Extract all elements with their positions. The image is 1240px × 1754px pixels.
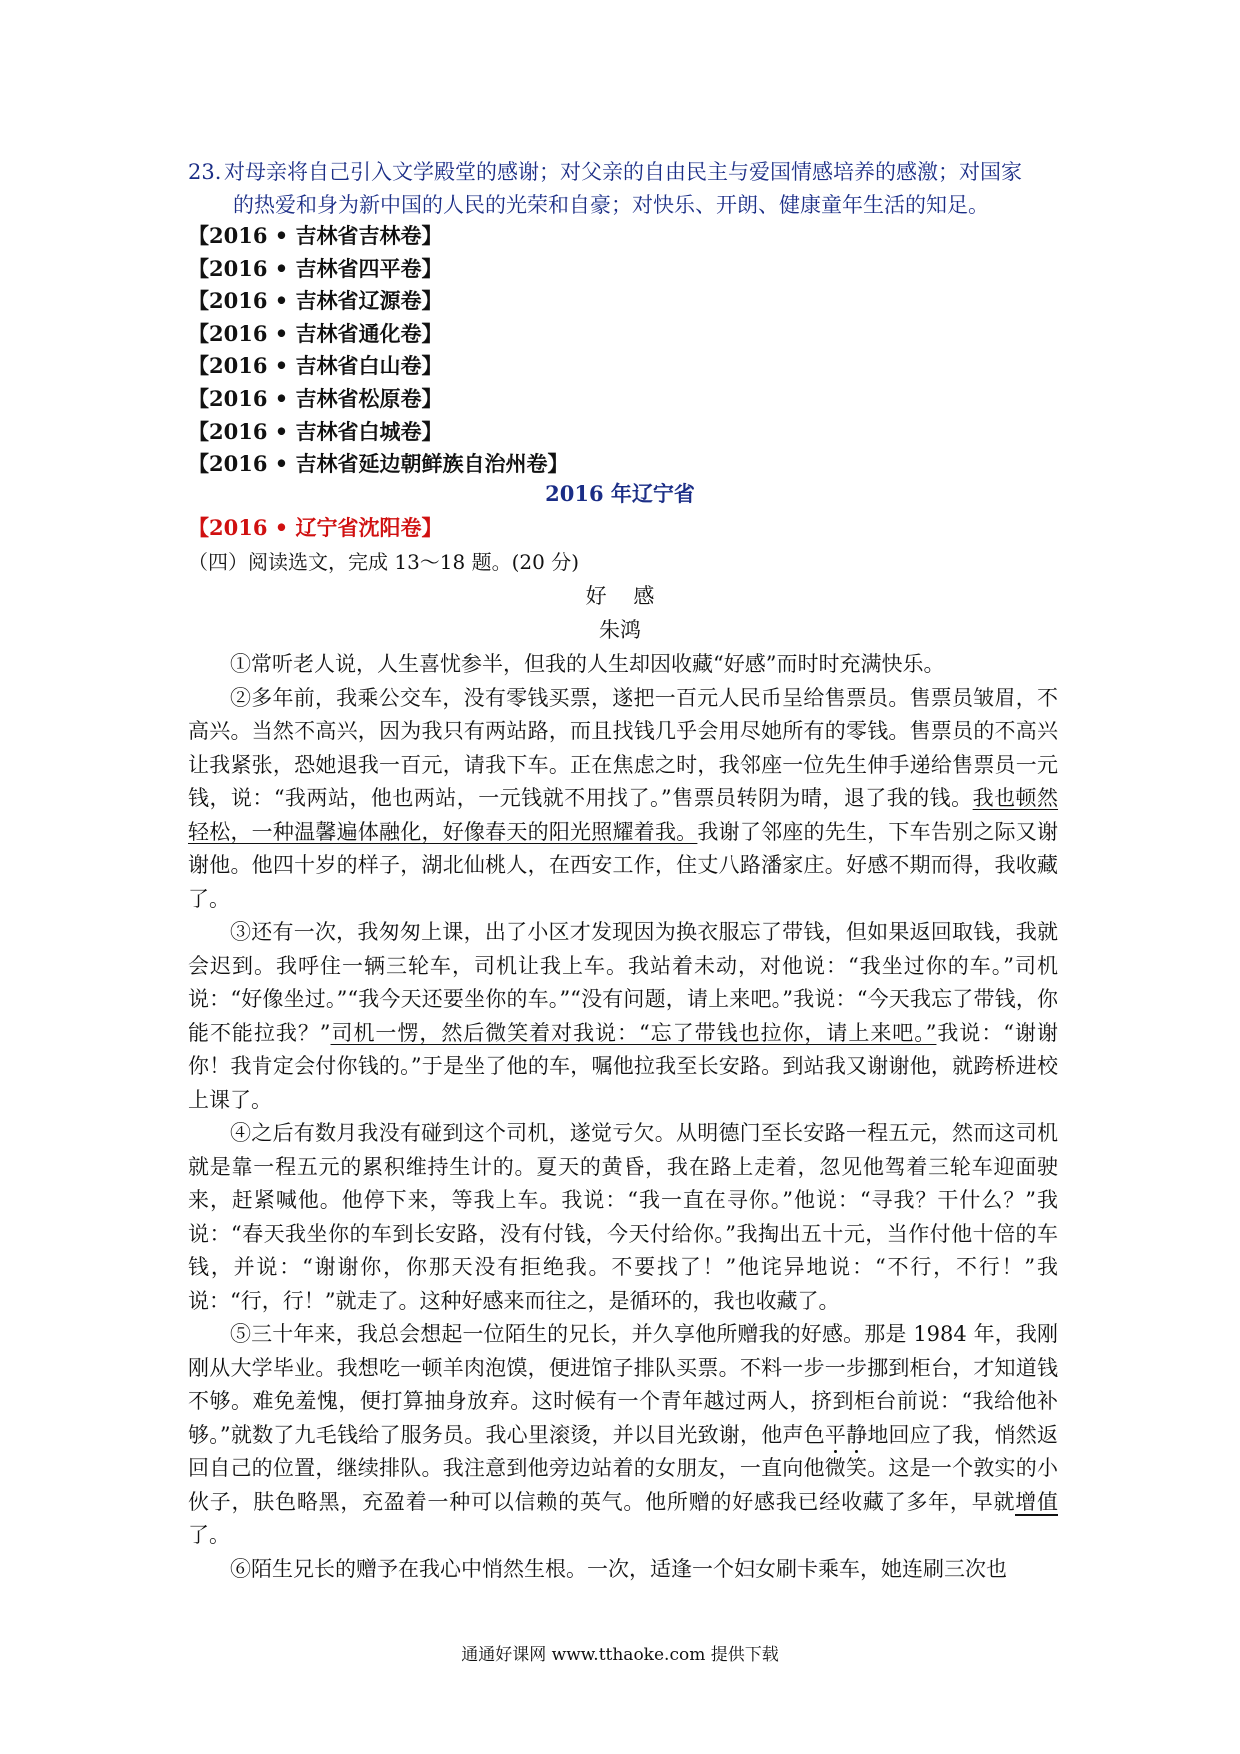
paragraph-5: ⑤三十年来，我总会想起一位陌生的兄长，并久享他所赠我的好感。那是 1984 年，我刚刚从大学毕业。我想吃一顿羊肉泡馍，便进馆子排队买票。不料一步一步挪到柜台，才知道钱不够。难免羞愧，便打算抽身放弃。这时候有一个青年越过两人，挤到柜台前说：“我给他补够。”就数了九毛钱给了服务员。我心里滚烫，并以目光致谢，他声色平静地回应了我，悄然返回自己的位置，继续排队。我注意到他旁边站着的女朋友，一直向他微笑。这是一个敦实的小伙子，肤色略黑，充盈着一种可以信赖的英气。他所赠的好感我已经收藏了多年，早就增值了。 bbox=[188, 1322, 1059, 1547]
answer-line-1: 对母亲将自己引入文学殿堂的感谢；对父亲的自由民主与爱国情感培养的感激；对国家 bbox=[224, 160, 1022, 184]
underlined-word: 增值 bbox=[1015, 1489, 1059, 1514]
heading-list bbox=[188, 220, 1068, 481]
answer-number: 23. bbox=[188, 160, 222, 184]
emphasis-dot-char: 平 bbox=[824, 1422, 847, 1447]
paragraph-6: ⑥陌生兄长的赠予在我心中悄然生根。一次，适逢一个妇女刷卡乘车，她连刷三次也 bbox=[230, 1556, 1007, 1581]
article-author: 朱鸿 bbox=[599, 618, 641, 642]
paper-title: 【2016 • 辽宁省沈阳卷】 bbox=[188, 515, 443, 540]
underlined-sentence-2: 司机一愣，然后微笑着对我说：“忘了带钱也拉你，请上来吧。” bbox=[330, 1020, 937, 1045]
paragraph-2: ②多年前，我乘公交车，没有零钱买票，遂把一百元人民币呈给售票员。售票员皱眉，不高兴。当然不高兴，因为我只有两站路，而且找钱几乎会用尽她所有的零钱。售票员的不高兴让我紧张，恐她退我一百元，请我下车。正在焦虑之时，我邻座一位先生伸手递给售票员一元钱，说：“我两站，他也两站，一元钱就不用找了。”售票员转阴为晴，退了我的钱。我也顿然轻松，一种温馨遍体融化，好像春天的阳光照耀着我。我谢了邻座的先生，下车告别之际又谢谢他。他四十岁的样子，湖北仙桃人，在西安工作，住丈八路潘家庄。好感不期而得，我收藏了。 bbox=[188, 685, 1059, 911]
section-intro: （四）阅读选文，完成 13～18 题。(20 分) bbox=[188, 550, 580, 574]
heading-songyuan: 【2016 • 吉林省松原卷】 bbox=[188, 385, 443, 411]
article-body bbox=[188, 648, 1058, 1586]
article-title: 好 感 bbox=[585, 584, 665, 608]
paragraph-1: ①常听老人说，人生喜忧参半，但我的人生却因收藏“好感”而时时充满快乐。 bbox=[230, 652, 945, 676]
heading-siping: 【2016 • 吉林省四平卷】 bbox=[188, 255, 443, 281]
answer-23 bbox=[188, 156, 1058, 222]
heading-yanbian: 【2016 • 吉林省延边朝鲜族自治州卷】 bbox=[188, 451, 569, 477]
emphasis-dot-char: 静 bbox=[846, 1422, 868, 1447]
heading-jilin: 【2016 • 吉林省吉林卷】 bbox=[188, 223, 443, 248]
heading-tonghua: 【2016 • 吉林省通化卷】 bbox=[188, 320, 443, 346]
heading-baicheng: 【2016 • 吉林省白城卷】 bbox=[188, 418, 443, 444]
heading-baishan: 【2016 • 吉林省白山卷】 bbox=[188, 353, 443, 379]
heading-liaoyuan: 【2016 • 吉林省辽源卷】 bbox=[188, 288, 443, 314]
province-title: 2016 年辽宁省 bbox=[545, 481, 695, 506]
underlined-sentence-1: 我也顿然轻松，一种温馨遍体融化，好像春天的阳光照耀着我。 bbox=[188, 786, 1059, 844]
page-footer: 通通好课网 www.tthaoke.com 提供下载 bbox=[461, 1645, 779, 1665]
paragraph-4: ④之后有数月我没有碰到这个司机，遂觉亏欠。从明德门至长安路一程五元，然而这司机就是靠一程五元的累积维持生计的。夏天的黄昏，我在路上走着，忽见他驾着三轮车迎面驶来，赶紧喊他。他停下来，等我上车。我说：“我一直在寻你。”他说：“寻我？干什么？”我说：“春天我坐你的车到长安路，没有付钱，今天付给你。”我掏出五十元，当作付他十倍的车钱，并说：“谢谢你，你那天没有拒绝我。不要找了！”他诧异地说：“不行，不行！”我说：“行，行！”就走了。这种好感来而往之，是循环的，我也收藏了。 bbox=[188, 1121, 1058, 1313]
answer-line-2: 的热爱和身为新中国的人民的光荣和自豪；对快乐、开朗、健康童年生活的知足。 bbox=[233, 193, 989, 217]
paragraph-3: ③还有一次，我匆匆上课，出了小区才发现因为换衣服忘了带钱，但如果返回取钱，我就会迟到。我呼住一辆三轮车，司机让我上车。我站着未动，对他说：“我坐过你的车。”司机说：“好像坐过。”“我今天还要坐你的车。”“没有问题，请上来吧。”我说：“今天我忘了带钱，你能不能拉我？”司机一愣，然后微笑着对我说：“忘了带钱也拉你，请上来吧。”我说：“谢谢你！我肯定会付你钱的。”于是坐了他的车，嘱他拉我至长安路。到站我又谢谢他，就跨桥进校上课了。 bbox=[188, 920, 1058, 1112]
